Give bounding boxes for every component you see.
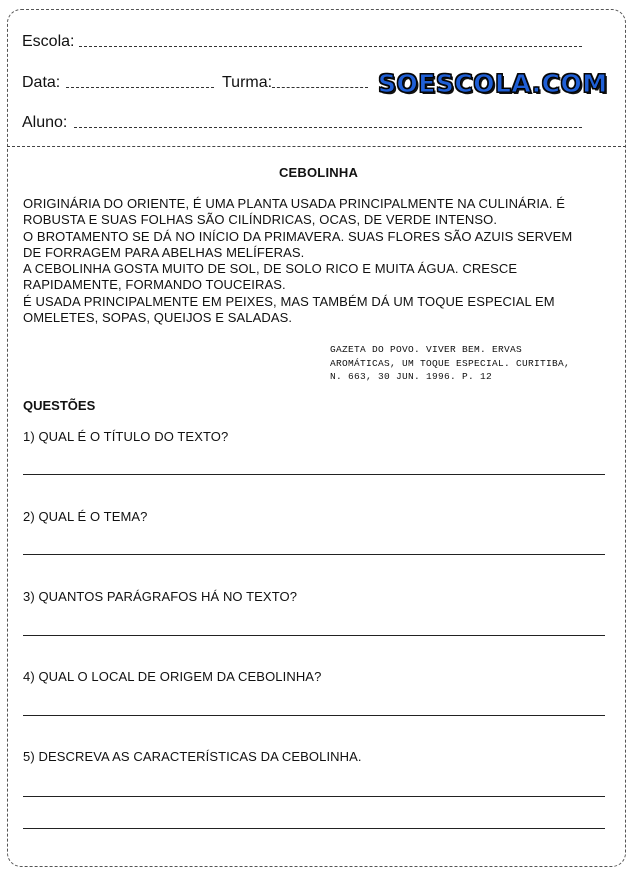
answer-line-5b[interactable] bbox=[23, 828, 605, 829]
aluno-field[interactable] bbox=[74, 127, 582, 128]
text-line: RAPIDAMENTE, FORMANDO TOUCEIRAS. bbox=[23, 277, 286, 293]
text-line: É USADA PRINCIPALMENTE EM PEIXES, MAS TAMBÉM DÁ UM TOQUE ESPECIAL EM bbox=[23, 293, 555, 309]
answer-line-2[interactable] bbox=[23, 554, 605, 555]
soescola-logo: SOESCOLA.COM bbox=[378, 69, 608, 98]
question-3: 3) QUANTOS PARÁGRAFOS HÁ NO TEXTO? bbox=[23, 589, 298, 604]
text-line: ROBUSTA E SUAS FOLHAS SÃO CILÍNDRICAS, OCAS, DE VERDE INTENSO. bbox=[23, 212, 498, 228]
question-1: 1) QUAL É O TÍTULO DO TEXTO? bbox=[23, 429, 229, 444]
text-line: OMELETES, SOPAS, QUEIJOS E SALADAS. bbox=[23, 310, 293, 326]
questions-heading: QUESTÕES bbox=[23, 398, 96, 413]
answer-line-3[interactable] bbox=[23, 635, 605, 636]
citation-line: AROMÁTICAS, UM TOQUE ESPECIAL. CURITIBA, bbox=[330, 357, 571, 369]
question-2: 2) QUAL É O TEMA? bbox=[23, 509, 148, 524]
text-title: CEBOLINHA bbox=[278, 165, 359, 180]
escola-field[interactable] bbox=[79, 46, 582, 47]
text-line: DE FORRAGEM PARA ABELHAS MELÍFERAS. bbox=[23, 244, 305, 260]
text-line: O BROTAMENTO SE DÁ NO INÍCIO DA PRIMAVERA. SUAS FLORES SÃO AZUIS SERVEM bbox=[23, 228, 573, 244]
citation bbox=[330, 343, 620, 384]
header-separator bbox=[7, 146, 626, 147]
citation-line: GAZETA DO POVO. VIVER BEM. ERVAS bbox=[330, 344, 523, 355]
turma-label: Turma: bbox=[222, 74, 273, 91]
data-label: Data: bbox=[22, 74, 61, 91]
data-field[interactable] bbox=[66, 87, 214, 88]
citation-line: N. 663, 30 JUN. 1996. P. 12 bbox=[330, 371, 493, 382]
aluno-label: Aluno: bbox=[22, 114, 68, 131]
answer-line-1[interactable] bbox=[23, 474, 605, 475]
text-line: A CEBOLINHA GOSTA MUITO DE SOL, DE SOLO RICO E MUITA ÁGUA. CRESCE bbox=[23, 261, 518, 277]
answer-line-4[interactable] bbox=[23, 715, 605, 716]
text-body bbox=[23, 196, 613, 326]
escola-label: Escola: bbox=[22, 33, 75, 50]
question-4: 4) QUAL O LOCAL DE ORIGEM DA CEBOLINHA? bbox=[23, 669, 322, 684]
question-5: 5) DESCREVA AS CARACTERÍSTICAS DA CEBOLINHA. bbox=[23, 749, 362, 764]
turma-field[interactable] bbox=[272, 87, 368, 88]
answer-line-5a[interactable] bbox=[23, 796, 605, 797]
text-line: ORIGINÁRIA DO ORIENTE, É UMA PLANTA USADA PRINCIPALMENTE NA CULINÁRIA. É bbox=[23, 196, 566, 211]
